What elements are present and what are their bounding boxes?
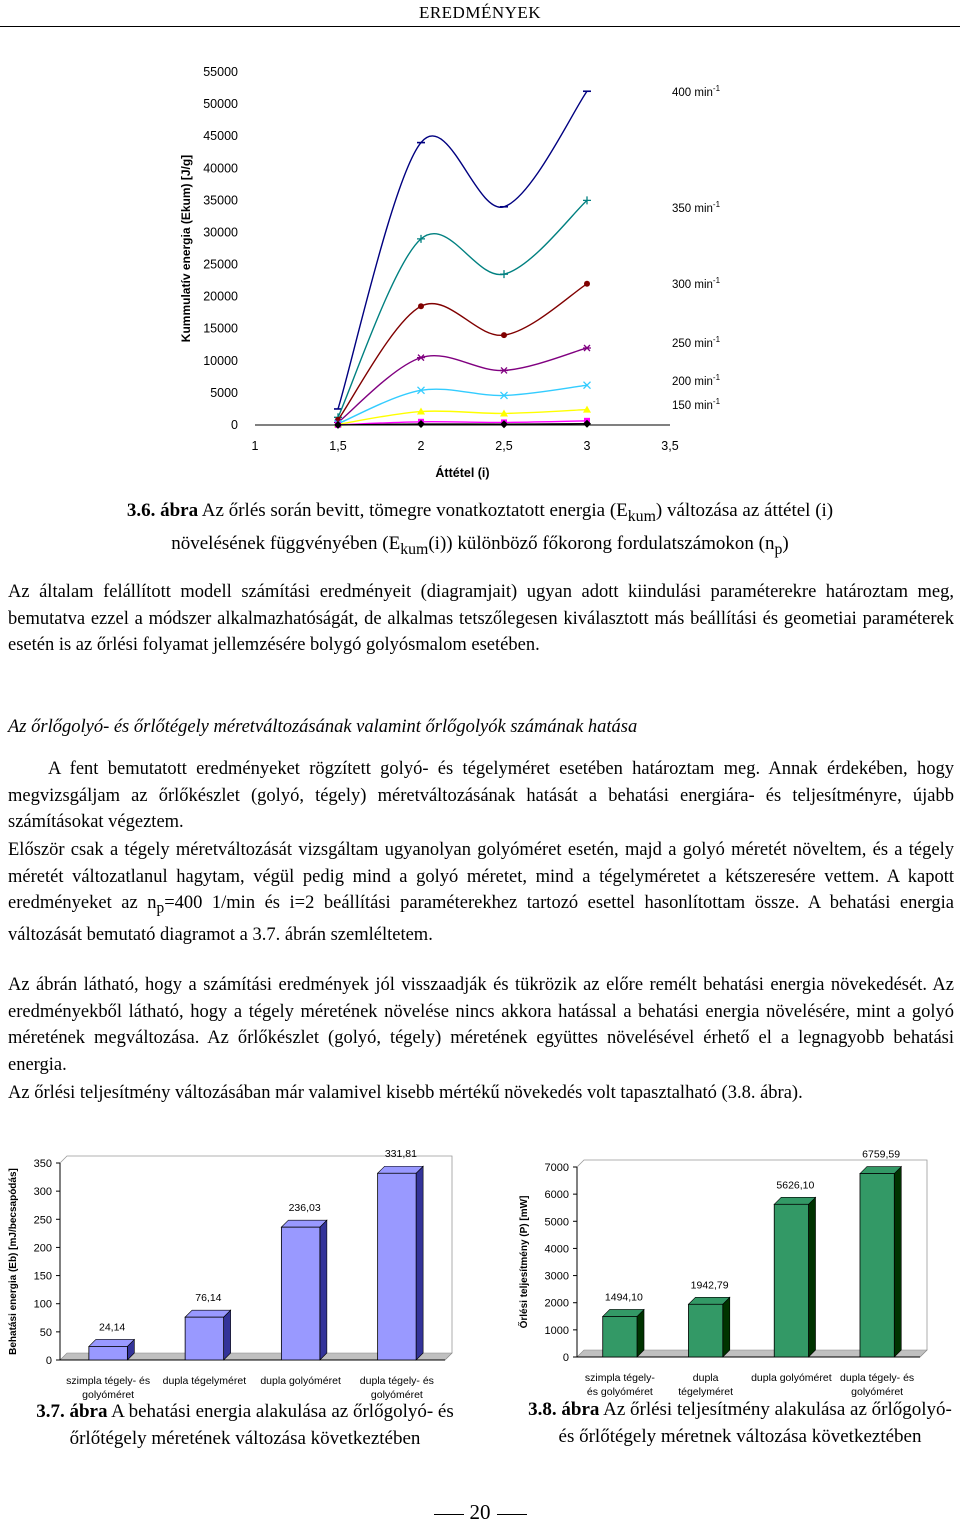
data-point xyxy=(500,367,508,373)
x-tick-label: szimpla tégely- xyxy=(584,1372,655,1384)
x-tick-label: golyóméret xyxy=(370,1389,423,1400)
y-tick-label: 200 xyxy=(33,1242,52,1255)
series-line xyxy=(338,284,587,420)
section-heading: Az őrlőgolyó- és őrlőtégely méretváltozásának valamint őrlőgolyók számának hatása xyxy=(8,717,638,737)
page-footer xyxy=(0,1500,960,1525)
series-label: 300 $\min^{-1}$ xyxy=(672,276,721,291)
series-label: 400 $\min^{-1}$ xyxy=(672,84,721,99)
figure-caption-3-8: 3.8. ábra Az őrlési teljesítmény alakulása az őrlőgolyó- és őrlőtégely méretnek változása következtében xyxy=(528,1399,952,1447)
y-tick-label: 350 xyxy=(33,1158,52,1170)
bar xyxy=(185,1317,224,1360)
y-tick-label: 25000 xyxy=(203,257,238,272)
x-tick-label: golyóméret xyxy=(851,1386,904,1398)
y-tick-label: 300 xyxy=(33,1186,52,1199)
bar-side xyxy=(809,1197,816,1357)
y-tick-label: 0 xyxy=(562,1352,569,1364)
x-tick-label: 1,5 xyxy=(329,439,347,453)
x-tick-label: dupla golyóméret xyxy=(751,1372,832,1384)
x-tick-label: golyóméret xyxy=(82,1389,135,1400)
data-label: 6759,59 xyxy=(862,1148,901,1161)
series-label: 350 $\min^{-1}$ xyxy=(672,200,721,215)
series-line xyxy=(338,200,587,417)
paragraph-results: Az ábrán látható, hogy a számítási eredmények jól visszaadják és tükrözik az előre remélt behatási energia növekedését. Az eredményekből látható, hogy a tégely méretének növelése nincs akkora hatással a behatási energia növelésére, mint a golyó méretének megváltozása. Az őrlőkészlet (golyó, tégely) méretének együttes növelésével érhető el a legnagyobb behatási energia. xyxy=(8,975,954,1075)
header-title: EREDMÉNYEK xyxy=(418,3,542,22)
figure-caption-3-6: 3.6. ábra Az őrlés során bevitt, tömegre vonatkoztatott energia $(E_{kum})$ változása az áttétel (i) növelésének függvényében $(E_{kum}(i))$ különböző főkorong fordulatszámokon $(n_p)$ xyxy=(126,500,834,558)
data-point xyxy=(417,355,425,361)
y-tick-label: 30000 xyxy=(203,225,238,240)
y-tick-label: 10000 xyxy=(203,353,238,368)
x-tick-label: dupla xyxy=(692,1372,719,1384)
bar-top xyxy=(688,1297,729,1304)
bar xyxy=(860,1174,894,1357)
y-tick-label: 50 xyxy=(39,1326,52,1339)
y-tick-label: 100 xyxy=(33,1298,52,1311)
bar-side xyxy=(894,1167,901,1357)
data-label: 5626,10 xyxy=(776,1179,815,1192)
bar-top xyxy=(281,1220,327,1227)
x-tick-label: 2 xyxy=(417,439,425,453)
y-tick-label: 2000 xyxy=(544,1297,569,1310)
y-tick-label: 0 xyxy=(231,418,238,432)
figure-caption-3-7: 3.7. ábra A behatási energia alakulása az őrlőgolyó- és őrlőtégely méretének változása következtében xyxy=(36,1401,454,1449)
paragraph-power: Az őrlési teljesítmény változásában már valamivel kisebb mértékű növekedés volt tapasztalható (3.8. ábra). xyxy=(8,1083,803,1103)
x-tick-label: 2,5 xyxy=(495,439,513,453)
y-tick-label: 40000 xyxy=(203,161,238,176)
y-tick-label: 0 xyxy=(45,1355,52,1367)
bar-top xyxy=(774,1197,815,1204)
caption-number: 3.6. ábra xyxy=(126,500,199,521)
bar xyxy=(774,1204,808,1357)
y-axis-label: Behatási energia (Eb) [mJ/becsapódás] xyxy=(8,1168,19,1355)
series-label: 150 $\min^{-1}$ xyxy=(672,397,721,412)
bar-top xyxy=(89,1339,135,1346)
data-label: 236,03 xyxy=(288,1202,321,1215)
bar xyxy=(89,1346,128,1360)
y-axis-label: Őrlési teljesítmény (P) [mW] xyxy=(519,1195,530,1329)
bar xyxy=(281,1227,320,1360)
y-tick-label: 15000 xyxy=(203,321,238,336)
bar-side xyxy=(224,1310,231,1360)
x-tick-label: 3,5 xyxy=(661,439,679,453)
energy-line-chart xyxy=(170,60,770,480)
data-point xyxy=(500,270,508,278)
y-tick-label: 5000 xyxy=(210,385,238,400)
data-point xyxy=(584,281,590,287)
page-header xyxy=(0,0,960,27)
bar xyxy=(688,1304,722,1357)
x-tick-label: dupla tégelyméret xyxy=(162,1375,247,1387)
bar-top xyxy=(185,1310,231,1317)
y-tick-label: 150 xyxy=(33,1270,52,1283)
data-point xyxy=(583,345,591,351)
data-point xyxy=(501,332,507,338)
y-tick-label: 4000 xyxy=(544,1243,569,1256)
data-label: 1942,79 xyxy=(690,1279,729,1292)
y-axis-label: Kummulatív energia (Ekum) [J/g] xyxy=(179,154,193,343)
bar xyxy=(378,1173,417,1360)
y-tick-label: 7000 xyxy=(544,1162,569,1174)
data-point xyxy=(418,303,424,309)
paragraph-method: Először csak a tégely méretváltozását vizsgáltam ugyanolyan golyóméret esetén, majd a golyó méretét növeltem, és a tégely méretét változatlanul hagytam, végül pedig mind a golyó méretet, mind a tégelyméretet a kétszeresére vettem. A kapott eredményeket az $n_p=400$ 1/min és i=2 beállítási paraméterekhez tartozó esettel hasonlítottam össze. A behatási energia változását bemutató diagramot a 3.7. ábrán szemléltetem. xyxy=(8,840,954,946)
page-number: 20 xyxy=(469,1500,491,1524)
y-tick-label: 3000 xyxy=(544,1270,569,1283)
x-tick-label: dupla golyóméret xyxy=(260,1375,341,1387)
y-tick-label: 45000 xyxy=(203,129,238,144)
paragraph-model: Az általam felállított modell számítási eredményeit (diagramjait) ugyan adott kiindulási paraméterekre határoztam meg, bemutatva ezzel a módszer alkalmazhatóságát, de alkalmas tetszőlegesen kiválasztott más beállítási és geometiai paraméterek esetén is az őrlési folyamat jellemzésére bolygó golyósmalom esetében. xyxy=(8,582,954,655)
paragraph-intro: A fent bemutatott eredményeket rögzített golyó- és tégelyméret esetében határoztam meg. Annak érdekében, hogy megvizsgáljam az őrlőkészlet (golyó, tégely) méretváltozásának hatását a behatási energiára- és teljesítményre, újabb számításokat végeztem. xyxy=(8,759,954,832)
y-tick-label: 250 xyxy=(33,1214,52,1227)
x-tick-label: szimpla tégely- és xyxy=(66,1375,151,1387)
y-tick-label: 50000 xyxy=(203,97,238,112)
series-label: 200 $\min^{-1}$ xyxy=(672,373,721,388)
data-label: 76,14 xyxy=(195,1292,222,1305)
y-tick-label: 5000 xyxy=(544,1216,569,1229)
bar-side xyxy=(723,1297,730,1357)
series-label: 250 $\min^{-1}$ xyxy=(672,335,721,350)
data-label: 24,14 xyxy=(98,1321,126,1334)
bar-side xyxy=(320,1220,327,1360)
x-tick-label: dupla tégely- és xyxy=(840,1372,915,1384)
x-tick-label: 1 xyxy=(251,439,259,453)
y-tick-label: 20000 xyxy=(203,289,238,304)
y-tick-label: 1000 xyxy=(544,1324,569,1337)
y-tick-label: 6000 xyxy=(544,1189,569,1202)
x-axis-label: Áttétel (i) xyxy=(435,466,490,480)
impact-energy-bar-chart xyxy=(0,1135,475,1400)
y-tick-label: 35000 xyxy=(203,193,238,208)
bar-side xyxy=(637,1309,644,1357)
x-tick-label: dupla tégely- és xyxy=(359,1375,434,1387)
bar-top xyxy=(860,1167,901,1174)
x-tick-label: tégelyméret xyxy=(678,1386,734,1398)
bar xyxy=(603,1316,637,1357)
x-tick-label: 3 xyxy=(583,439,591,453)
bar-top xyxy=(603,1309,644,1316)
data-label: 331,81 xyxy=(384,1148,417,1161)
x-tick-label: és golyóméret xyxy=(586,1386,653,1398)
bar-side xyxy=(416,1166,423,1360)
data-label: 1494,10 xyxy=(604,1291,643,1304)
bar-top xyxy=(378,1166,424,1173)
y-tick-label: 55000 xyxy=(203,65,238,79)
grinding-power-bar-chart xyxy=(515,1135,960,1400)
